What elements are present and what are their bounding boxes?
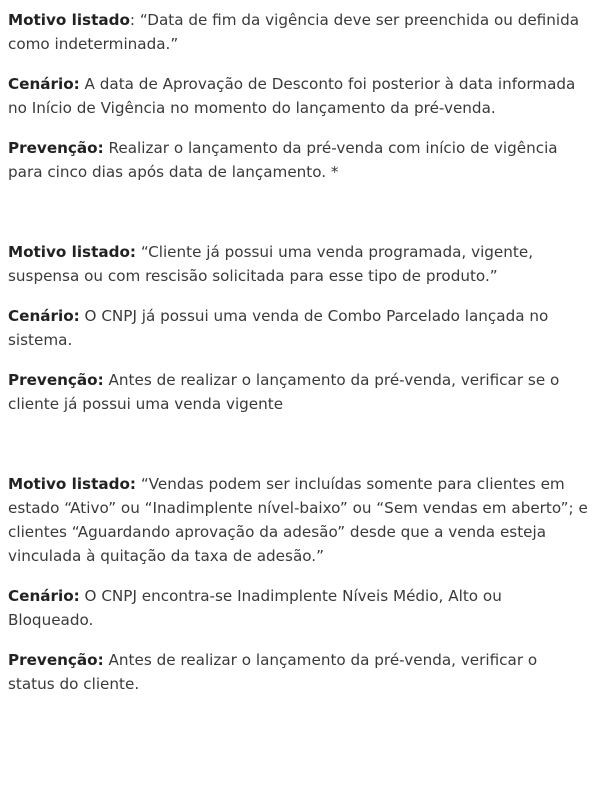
prevencao-text: Antes de realizar o lançamento da pré-venda, verificar se o cliente já possui uma venda vigente bbox=[8, 371, 560, 413]
reason-block-1 bbox=[8, 8, 588, 184]
cenario-text: A data de Aprovação de Desconto foi posterior à data informada no Início de Vigência no momento do lançamento da pré-venda. bbox=[8, 75, 576, 117]
prevencao-paragraph bbox=[8, 368, 588, 416]
cenario-paragraph bbox=[8, 72, 588, 120]
motivo-paragraph bbox=[8, 472, 588, 568]
prevencao-paragraph bbox=[8, 648, 588, 696]
motivo-label: Motivo listado: bbox=[8, 475, 136, 493]
prevencao-paragraph bbox=[8, 136, 588, 184]
motivo-separator: : bbox=[129, 11, 140, 29]
motivo-text: “Vendas podem ser incluídas somente para clientes em estado “Ativo” ou “Inadimplente nível-baixo” ou “Sem vendas em aberto”; e clientes “Aguardando aprovação da adesão” desde que a venda esteja vinculada à quitação da taxa de adesão.” bbox=[8, 475, 588, 565]
prevencao-label: Prevenção: bbox=[8, 371, 104, 389]
cenario-paragraph bbox=[8, 304, 588, 352]
prevencao-label: Prevenção: bbox=[8, 651, 104, 669]
motivo-text: “Data de fim da vigência deve ser preenchida ou definida como indeterminada.” bbox=[8, 11, 580, 53]
prevencao-text: Antes de realizar o lançamento da pré-venda, verificar o status do cliente. bbox=[8, 651, 538, 693]
motivo-paragraph bbox=[8, 240, 588, 288]
prevencao-text: Realizar o lançamento da pré-venda com início de vigência para cinco dias após data de lançamento. * bbox=[8, 139, 558, 181]
cenario-label: Cenário: bbox=[8, 587, 80, 605]
cenario-text: O CNPJ encontra-se Inadimplente Níveis Médio, Alto ou Bloqueado. bbox=[8, 587, 502, 629]
motivo-label: Motivo listado: bbox=[8, 243, 136, 261]
cenario-paragraph bbox=[8, 584, 588, 632]
cenario-text: O CNPJ já possui uma venda de Combo Parcelado lançada no sistema. bbox=[8, 307, 549, 349]
prevencao-label: Prevenção: bbox=[8, 139, 104, 157]
motivo-text: “Cliente já possui uma venda programada, vigente, suspensa ou com rescisão solicitada para esse tipo de produto.” bbox=[8, 243, 534, 285]
cenario-label: Cenário: bbox=[8, 307, 80, 325]
motivo-label: Motivo listado bbox=[8, 11, 130, 29]
reason-block-3 bbox=[8, 472, 588, 696]
motivo-paragraph bbox=[8, 8, 588, 56]
reason-block-2 bbox=[8, 240, 588, 416]
cenario-label: Cenário: bbox=[8, 75, 80, 93]
